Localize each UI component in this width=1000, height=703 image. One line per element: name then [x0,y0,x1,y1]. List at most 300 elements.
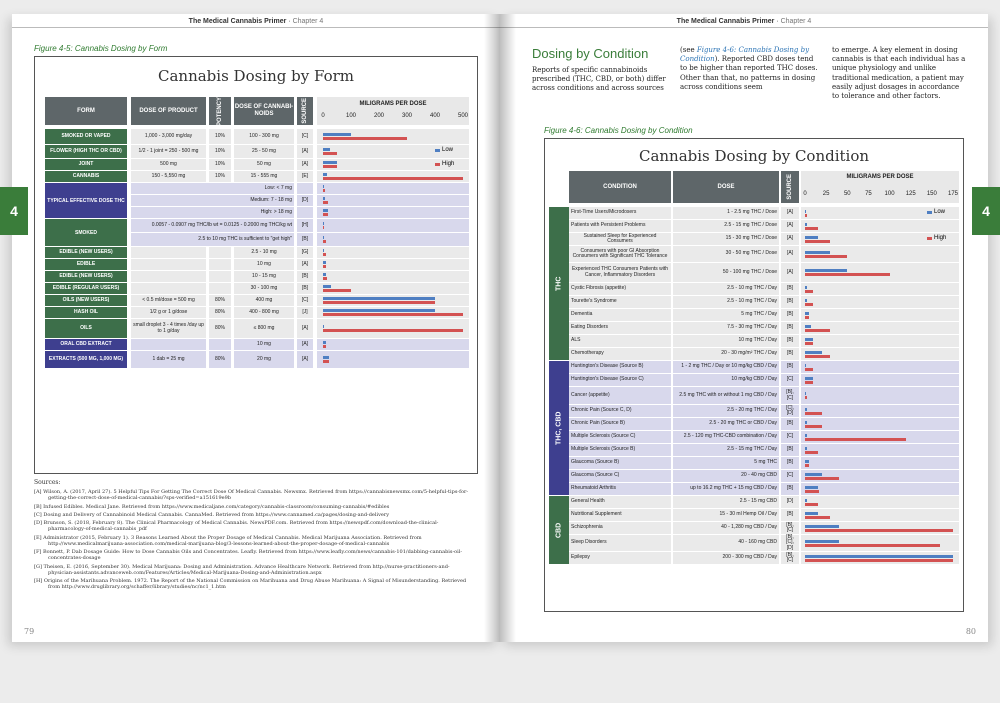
bar-low [805,377,813,380]
pot-cell: 10% [209,171,231,182]
source-key: [D] [34,520,42,526]
source-cell: [B] [297,283,313,294]
prod-cell: small droplet 3 - 4 times /day up to 1 g/day [131,319,206,338]
legend-label-high: High [934,235,947,241]
bar-low [323,148,330,151]
bar-high [323,177,463,180]
bar-high [805,255,847,258]
source-entry [34,504,474,510]
table-row [35,351,477,368]
tick-label: 0 [321,113,325,119]
source-key: [F] [34,549,42,555]
source-cell: [J] [297,307,313,318]
bar-high [323,201,328,204]
table-row [545,444,963,456]
bar-low [805,434,807,437]
bar-low [805,325,811,328]
source-key: [C] [34,511,42,518]
source-cell: [C] [781,431,799,443]
condition-cell: Tourette's Syndrome [569,296,671,308]
cannabinoid-cell: High: > 18 mg [131,207,294,218]
condition-cell: Glaucoma (Source B) [569,457,671,469]
dose-cell: 20 - 40 mg CBD [673,470,779,482]
source-cell: [B], [C] [781,387,799,404]
page-number-right: 80 [965,627,976,636]
bar-low [805,421,807,424]
bar-cell [317,183,469,194]
condition-cell: Multiple Sclerosis (Source C) [569,431,671,443]
bar-cell [801,309,959,321]
pot-cell [209,283,231,294]
bar-high [805,342,813,345]
source-key: [A] [34,489,42,495]
column-header-label: DOSE OF PRODUCT [139,107,198,114]
column-header-label: SOURCE [301,98,308,124]
bar-high [323,226,324,229]
cannabinoid-cell: 15 - 555 mg [234,171,294,182]
sources-title: Sources: [34,479,61,486]
bar-low [323,161,337,164]
bar-high [805,316,809,319]
bar-low [805,473,822,476]
dose-cell: 10 mg/kg CBD / Day [673,374,779,386]
bar-low [323,297,435,300]
bar-high [323,152,337,155]
legend-swatch-low [927,211,932,214]
chapter-tab-right: 4 [972,187,1000,235]
bar-cell [801,405,959,417]
dose-cell: 30 - 50 mg THC / Dose [673,246,779,262]
bar-low [805,312,809,315]
bar-low [323,325,324,328]
source-cell: [C] [297,295,313,306]
condition-cell: General Health [569,496,671,508]
legend-swatch-low [435,149,440,152]
left-page [12,14,500,642]
dosing-by-form-chart [34,56,478,474]
source-text: Bonnett, P. Dab Dosage Guide: How to Dose Cannabis Oils and Concentrates. Leafly. Retrieved from https://www.leafly.com/news/cannabis-101/dabbing-cannabis-oil-concentrates-dosage [42,549,463,562]
form-cell: SMOKED OR VAPED [45,129,127,144]
tick-label: 300 [401,113,413,119]
bar-cell [317,247,469,258]
source-cell: [B] [781,444,799,456]
tick-label: 25 [822,191,830,197]
body-paragraph-1: Reports of specific cannabinoids prescribed (THC, CBD, or both) differ across conditions and across sources [532,66,666,93]
cannabinoid-cell: 10 mg [234,259,294,270]
cannabinoid-cell: ≤ 800 mg [234,319,294,338]
bar-low [805,499,807,502]
column-header-label: CONDITION [603,183,637,190]
bar-low [323,285,331,288]
bar-high [805,477,839,480]
bar-low [805,512,818,515]
condition-cell: Chronic Pain (Source B) [569,418,671,430]
chapter-tab-left: 4 [0,187,28,235]
prod-cell: 1,000 - 3,000 mg/day [131,129,206,144]
book-title: The Medical Cannabis Primer [676,18,775,25]
para2-pre: (see [680,46,697,54]
condition-cell: Rheumatoid Arthritis [569,483,671,495]
dose-cell: 15 - 30 mg THC / Dose [673,233,779,245]
bar-cell [801,296,959,308]
legend-high [927,235,946,241]
bar-cell [801,220,959,232]
bar-cell [801,361,959,373]
table-row [545,309,963,321]
table-row [35,283,477,294]
pot-cell: 10% [209,145,231,158]
source-cell: [A] [297,339,313,350]
source-cell: [G] [297,247,313,258]
bar-cell [801,374,959,386]
source-cell: [A] [781,263,799,282]
column-header-label: SOURCE [786,174,793,200]
bar-high [323,301,435,304]
bar-low [805,236,818,239]
form-cell: EDIBLE (NEW USERS) [45,247,127,258]
bar-low [805,486,818,489]
sources-list [34,479,474,593]
source-cell: [B] [781,418,799,430]
table-row [545,296,963,308]
source-cell: [B] [781,283,799,295]
source-text: Dosing and Delivery of Cannabinoid Medical Cannabis. CannaMed. Retrieved from https://www.cannamed.ca/pages/dosing-and-delivery [43,511,390,518]
legend-label-high: High [442,161,455,167]
source-text: Wilson, A. (2017, April 27). 5 Helpful Tips For Getting The Correct Dose Of Medical Cannabis. Newsmx. Retrieved from https://cannabisnewsmx.com/5-helpful-tips-for-getting-the-correct-dose-of-medical-cannabis/?sps-verified=a151619e9b [43,489,469,502]
tick-label: 50 [843,191,851,197]
bar-high [805,516,830,519]
bar-low [323,209,328,212]
group-label: THC, CBD [549,361,569,495]
source-cell: [E] [297,171,313,182]
bar-high [323,213,328,216]
bar-cell [801,283,959,295]
dose-cell: 2.5 - 20 mg THC / Day [673,405,779,417]
source-cell: [A] [781,207,799,219]
source-cell: [A] [781,233,799,245]
condition-cell: Sleep Disorders [569,535,671,551]
bar-cell [317,259,469,270]
dose-cell: 20 - 30 mg/m² THC / Day [673,348,779,360]
dose-cell: 2.5 - 15 mg THC / Dose [673,220,779,232]
condition-cell: Nutritional Supplement [569,509,671,521]
table-row [545,374,963,386]
bar-high [805,544,940,547]
running-header-left: The Medical Cannabis Primer · Chapter 4 [12,18,500,28]
source-cell: [C], [D] [781,405,799,417]
bar-cell [317,271,469,282]
dose-cell: 5 mg THC [673,457,779,469]
legend-label-low: Low [442,147,454,153]
smoked-label: SMOKED [45,219,127,246]
bar-high [323,240,326,243]
form-cell: FLOWER (HIGH THC OR CBD) [45,145,127,158]
dose-cell: 2.5 - 10 mg THC / Day [673,296,779,308]
prod-cell: 1 dab = 25 mg [131,351,206,368]
bar-low [805,392,806,395]
bar-high [805,227,818,230]
form-cell: ORAL CBD EXTRACT [45,339,127,350]
table-row [545,361,963,373]
column-header-label: POTENCY [216,96,223,126]
bar-cell [317,195,469,206]
bar-low [323,273,326,276]
section-heading: Dosing by Condition [532,46,649,61]
source-cell: [B], [C], [D] [781,535,799,551]
bar-cell [801,444,959,456]
bar-low [805,223,807,226]
source-cell: [A] [297,319,313,338]
bar-cell [317,207,469,218]
bar-low [805,460,809,463]
source-cell: [B] [781,322,799,334]
condition-cell: Consumers with poor GI Absorption Consumers with Significant THC Tolerance [569,246,671,262]
source-key: [B] [34,503,42,510]
source-entry [34,549,474,562]
source-cell: [A] [781,220,799,232]
chapter-label: Chapter 4 [292,18,324,25]
dose-cell: 15 - 30 ml Hemp Oil / Day [673,509,779,521]
bar-high [805,464,809,467]
tick-label: 500 [457,113,469,119]
chart-title: Cannabis Dosing by Condition [638,147,870,165]
form-cell: OILS [45,319,127,338]
table-row [545,483,963,495]
table-row [545,233,963,245]
dose-cell: 50 - 100 mg THC / Dose [673,263,779,282]
dose-cell: 2.5 - 20 mg THC or CBD / Day [673,418,779,430]
bar-low [805,286,807,289]
source-cell: [A] [297,159,313,170]
body-paragraph-3: to emerge. A key element in dosing cannabis is that each individual has a unique physiology and unlike traditional medication, a patient may easily adjust dosages in accordance to tolerance and other factors. [832,46,966,101]
bar-high [323,253,326,256]
bar-low [805,338,813,341]
group-label: CBD [549,496,569,564]
bar-high [805,368,813,371]
condition-cell: Chronic Pain (Source C, D) [569,405,671,417]
source-entry [34,578,474,591]
bar-high [805,214,807,217]
page-number-left: 79 [24,627,35,636]
bar-low [805,251,830,254]
table-row [35,129,477,144]
cannabinoid-cell: Medium: 7 - 18 mg [131,195,294,206]
bar-high [323,277,327,280]
column-header-label: FORM [77,107,95,114]
axis-ticks [545,191,963,199]
source-cell: [B] [781,335,799,347]
pot-cell [209,259,231,270]
column-header-label: DOSE [717,183,735,190]
bar-low [323,261,326,264]
dose-cell: 10 mg THC / Day [673,335,779,347]
bar-high [805,290,813,293]
bar-high [323,313,463,316]
prod-cell [131,259,206,270]
source-cell: [C] [781,374,799,386]
bar-high [805,438,906,441]
cannabinoid-cell: Low: < 7 mg [131,183,294,194]
bar-low [805,408,807,411]
source-cell: [A] [297,259,313,270]
source-text: Origins of the Marihuana Problem. 1972. The Report of the National Commission on Marihuana and Drug Abuse Marihuana: A Signal of Misunderstanding. Retrieved from http://www.druglibrary.org/schaffer/library/studies/nc/nc1_1.htm [43,578,467,591]
cannabinoid-cell: 0.0057 - 0.0907 mg THC/lb wt = 0.0125 - 0.2000 mg THC/kg wt [131,219,294,232]
condition-cell: Cystic Fibrosis (appetite) [569,283,671,295]
bar-low [323,309,435,312]
source-cell: [H] [297,219,313,232]
source-cell: [C] [781,470,799,482]
table-row [545,496,963,508]
source-cell: [B] [297,271,313,282]
bar-high [805,503,818,506]
bar-high [805,451,818,454]
bar-low [323,197,325,200]
bar-cell [801,335,959,347]
prod-cell: 150 - 5,550 mg [131,171,206,182]
condition-cell: Epilepsy [569,552,671,564]
source-cell: [A] [781,246,799,262]
bar-high [323,265,326,268]
book-spine-shadow [484,14,516,642]
prod-cell [131,247,206,258]
bar-cell [317,233,469,246]
source-entry [34,489,474,502]
dose-cell: 2.5 - 120 mg THC-CBD combination / Day [673,431,779,443]
bar-high [805,490,819,493]
figure-caption-4-6: Figure 4-6: Cannabis Dosing by Condition [544,126,693,135]
form-cell: EDIBLE [45,259,127,270]
dose-cell: 2.5 - 15 mg THC / Day [673,444,779,456]
dose-cell: 1 - 2 mg THC / Day or 10 mg/kg CBD / Day [673,361,779,373]
bar-low [805,364,806,367]
column-header-label: MILIGRAMS PER DOSE [359,101,427,107]
form-cell: HASH OIL [45,307,127,318]
typical-dose-label: TYPICAL EFFECTIVE DOSE THC [45,183,127,218]
bar-low [805,447,807,450]
bar-high [323,165,337,168]
tick-label: 175 [947,191,959,197]
cannabinoid-cell: 10 - 15 mg [234,271,294,282]
tick-label: 400 [429,113,441,119]
condition-cell: Schizophrenia [569,522,671,534]
source-cell: [B] [781,483,799,495]
dose-cell: 2.5 mg THC with or without 1 mg CBD / Day [673,387,779,404]
source-cell: [D] [297,195,313,206]
legend-low [435,147,453,153]
legend-label-low: Low [934,209,946,215]
condition-cell: Experienced THC Consumers Patients with Cancer, Inflammatory Disorders [569,263,671,282]
prod-cell: 1/2 g or 1 g/dose [131,307,206,318]
form-cell: OILS (NEW USERS) [45,295,127,306]
running-header-right: The Medical Cannabis Primer · Chapter 4 [500,18,988,28]
table-row [545,246,963,262]
table-row [545,283,963,295]
prod-cell: 500 mg [131,159,206,170]
condition-cell: Huntington's Disease (Source C) [569,374,671,386]
dosing-by-condition-chart [544,138,964,612]
table-row [545,405,963,417]
table-row [545,387,963,404]
bar-low [323,133,351,136]
tick-label: 0 [803,191,807,197]
right-page [500,14,988,642]
source-entry [34,520,474,533]
pot-cell: 80% [209,319,231,338]
bar-high [323,345,326,348]
table-row [35,159,477,170]
bar-high [805,381,813,384]
legend-high [435,161,454,167]
bar-low [805,555,953,558]
dose-cell: 2.5 - 15 mg CBD [673,496,779,508]
column-header-label: DOSE OF CANNABI-NOIDS [234,104,294,117]
pot-cell: 80% [209,307,231,318]
cannabinoid-cell: 400 - 800 mg [234,307,294,318]
pot-cell [209,247,231,258]
table-row [545,418,963,430]
bar-cell [317,339,469,350]
source-cell: [A] [297,351,313,368]
prod-cell [131,271,206,282]
bar-low [805,525,839,528]
source-cell [297,183,313,194]
figure-link[interactable]: Figure 4-6: Cannabis Dosing by Condition [680,46,810,64]
bar-low [323,249,324,252]
table-row [545,322,963,334]
source-entry [34,564,474,577]
source-key: [E] [34,534,42,541]
prod-cell [131,339,206,350]
bar-high [805,329,830,332]
bar-low [323,185,324,188]
condition-cell: Dementia [569,309,671,321]
cannabinoid-cell: 100 - 300 mg [234,129,294,144]
cannabinoid-cell: 400 mg [234,295,294,306]
cannabinoid-cell: 10 mg [234,339,294,350]
bar-cell [317,219,469,232]
dose-cell: 40 - 160 mg CBD [673,535,779,551]
source-cell: [C] [297,129,313,144]
condition-cell: Cancer (appetite) [569,387,671,404]
source-key: [G] [34,563,42,570]
book-title: The Medical Cannabis Primer [188,18,287,25]
table-row [35,271,477,282]
bar-high [805,396,807,399]
source-entry [34,535,474,548]
bar-high [805,412,822,415]
bar-low [323,356,329,359]
bar-low [323,222,324,225]
condition-cell: Chemotherapy [569,348,671,360]
legend-swatch-high [927,237,932,240]
bar-high [323,360,329,363]
axis-ticks [35,113,477,121]
bar-low [323,236,324,239]
condition-cell: Eating Disorders [569,322,671,334]
cannabinoid-cell: 2.5 to 10 mg THC is sufficient to "get high" [131,233,294,246]
bar-low [323,341,326,344]
cannabinoid-cell: 30 - 100 mg [234,283,294,294]
form-cell: EDIBLE (NEW USERS) [45,271,127,282]
condition-cell: Patients with Persistent Problems [569,220,671,232]
source-cell: [B], [C] [781,552,799,564]
bar-high [805,303,813,306]
bar-high [805,425,822,428]
table-row [545,220,963,232]
bar-high [805,529,953,532]
source-text: Theisen, E. (2016, September 30). Medical Marijuana: Dosing and Administration. Advance Healthcare Network. Retrieved from http://nurse-practitioners-and-physician-assistants.advanceweb.com/Features/Articles/Medical-Marijuana-Dosing-and-Administration.aspx [43,563,450,576]
prod-cell: 1/2 - 1 joint = 250 - 500 mg [131,145,206,158]
